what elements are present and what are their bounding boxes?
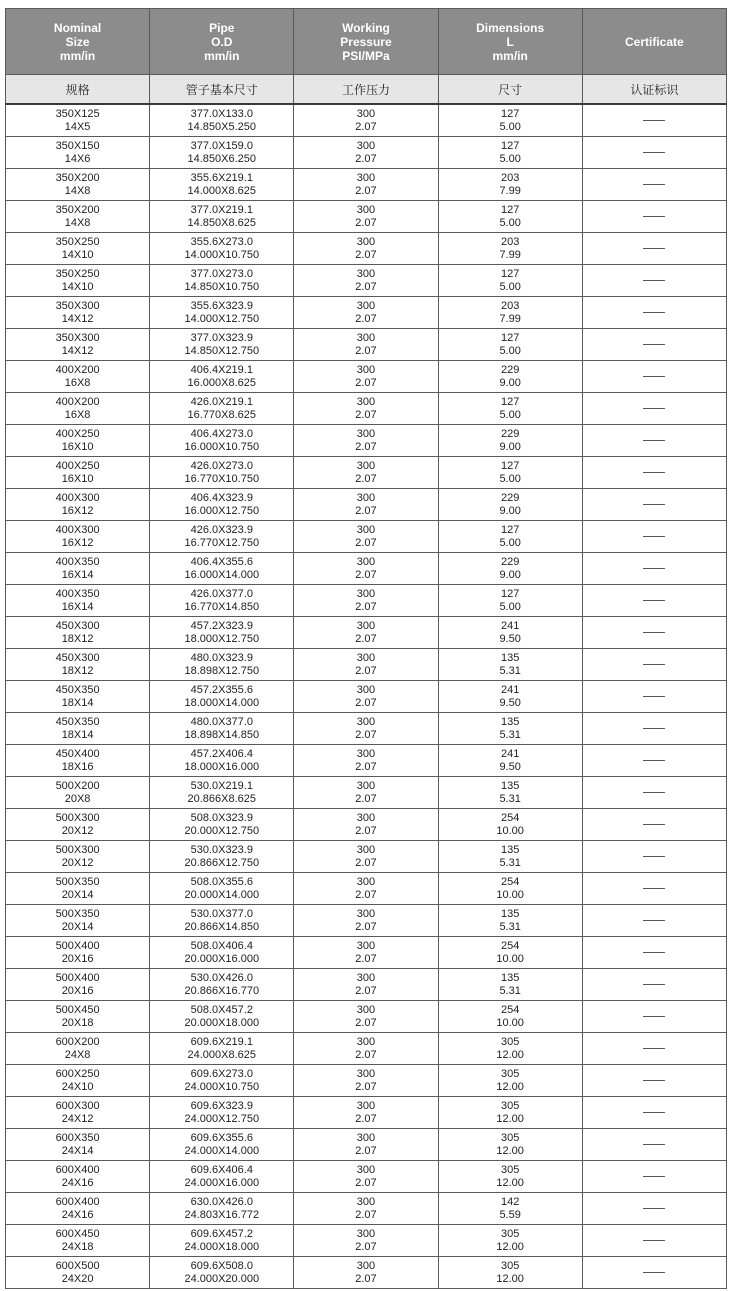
- empty-dash: [643, 536, 665, 537]
- working-pressure-cell: 300 2.07: [294, 137, 438, 169]
- working-pressure-cell: 300 2.07: [294, 521, 438, 553]
- empty-dash: [643, 696, 665, 697]
- empty-dash: [643, 952, 665, 953]
- working-pressure-cell: 300 2.07: [294, 1065, 438, 1097]
- certificate-cell: [582, 969, 726, 1001]
- header-certificate: Certificate: [582, 9, 726, 75]
- table-row: [6, 489, 727, 521]
- table-row: [6, 905, 727, 937]
- dimension-l-cell: 127 5.00: [438, 201, 582, 233]
- empty-dash: [643, 728, 665, 729]
- nominal-size-cell: 600X200 24X8: [6, 1033, 150, 1065]
- spec-table-container: [5, 8, 726, 1289]
- empty-dash: [643, 1144, 665, 1145]
- table-row: [6, 777, 727, 809]
- certificate-cell: [582, 1001, 726, 1033]
- table-row: [6, 1225, 727, 1257]
- pipe-od-cell: 530.0X323.9 20.866X12.750: [150, 841, 294, 873]
- header-working-pressure: Working Pressure PSI/MPa: [294, 9, 438, 75]
- working-pressure-cell: 300 2.07: [294, 1129, 438, 1161]
- certificate-cell: [582, 1225, 726, 1257]
- pipe-od-cell: 355.6X219.1 14.000X8.625: [150, 169, 294, 201]
- nominal-size-cell: 500X400 20X16: [6, 969, 150, 1001]
- dimension-l-cell: 229 9.00: [438, 425, 582, 457]
- certificate-cell: [582, 937, 726, 969]
- certificate-cell: [582, 489, 726, 521]
- table-row: [6, 617, 727, 649]
- empty-dash: [643, 312, 665, 313]
- table-row: [6, 265, 727, 297]
- dimension-l-cell: 254 10.00: [438, 1001, 582, 1033]
- nominal-size-cell: 400X350 16X14: [6, 553, 150, 585]
- certificate-cell: [582, 745, 726, 777]
- nominal-size-cell: 350X300 14X12: [6, 297, 150, 329]
- certificate-cell: [582, 1033, 726, 1065]
- empty-dash: [643, 1112, 665, 1113]
- dimension-l-cell: 241 9.50: [438, 681, 582, 713]
- certificate-cell: [582, 841, 726, 873]
- certificate-cell: [582, 1097, 726, 1129]
- table-row: [6, 1065, 727, 1097]
- nominal-size-cell: 400X300 16X12: [6, 521, 150, 553]
- dimension-l-cell: 135 5.31: [438, 777, 582, 809]
- dimension-l-cell: 305 12.00: [438, 1097, 582, 1129]
- nominal-size-cell: 450X300 18X12: [6, 617, 150, 649]
- nominal-size-cell: 600X250 24X10: [6, 1065, 150, 1097]
- table-row: [6, 1161, 727, 1193]
- working-pressure-cell: 300 2.07: [294, 649, 438, 681]
- nominal-size-cell: 600X500 24X20: [6, 1257, 150, 1289]
- pipe-od-cell: 406.4X219.1 16.000X8.625: [150, 361, 294, 393]
- working-pressure-cell: 300 2.07: [294, 553, 438, 585]
- dimension-l-cell: 305 12.00: [438, 1033, 582, 1065]
- empty-dash: [643, 1080, 665, 1081]
- certificate-cell: [582, 1193, 726, 1225]
- working-pressure-cell: 300 2.07: [294, 745, 438, 777]
- nominal-size-cell: 600X400 24X16: [6, 1193, 150, 1225]
- working-pressure-cell: 300 2.07: [294, 841, 438, 873]
- certificate-cell: [582, 649, 726, 681]
- nominal-size-cell: 350X200 14X8: [6, 169, 150, 201]
- nominal-size-cell: 450X300 18X12: [6, 649, 150, 681]
- table-row: [6, 745, 727, 777]
- nominal-size-cell: 350X150 14X6: [6, 137, 150, 169]
- nominal-size-cell: 600X300 24X12: [6, 1097, 150, 1129]
- pipe-od-cell: 609.6X355.6 24.000X14.000: [150, 1129, 294, 1161]
- certificate-cell: [582, 169, 726, 201]
- dimension-l-cell: 127 5.00: [438, 585, 582, 617]
- empty-dash: [643, 1176, 665, 1177]
- pipe-od-cell: 377.0X159.0 14.850X6.250: [150, 137, 294, 169]
- certificate-cell: [582, 905, 726, 937]
- certificate-cell: [582, 617, 726, 649]
- pipe-od-cell: 508.0X457.2 20.000X18.000: [150, 1001, 294, 1033]
- empty-dash: [643, 120, 665, 121]
- certificate-cell: [582, 137, 726, 169]
- table-row: [6, 1257, 727, 1289]
- pipe-od-cell: 426.0X219.1 16.770X8.625: [150, 393, 294, 425]
- table-row: [6, 329, 727, 361]
- empty-dash: [643, 568, 665, 569]
- subheader-certificate: 认证标识: [582, 75, 726, 105]
- nominal-size-cell: 500X400 20X16: [6, 937, 150, 969]
- working-pressure-cell: 300 2.07: [294, 777, 438, 809]
- pipe-od-cell: 377.0X273.0 14.850X10.750: [150, 265, 294, 297]
- dimension-l-cell: 127 5.00: [438, 265, 582, 297]
- working-pressure-cell: 300 2.07: [294, 201, 438, 233]
- dimension-l-cell: 305 12.00: [438, 1161, 582, 1193]
- pipe-od-cell: 508.0X323.9 20.000X12.750: [150, 809, 294, 841]
- pipe-od-cell: 457.2X406.4 18.000X16.000: [150, 745, 294, 777]
- pipe-od-cell: 480.0X323.9 18.898X12.750: [150, 649, 294, 681]
- empty-dash: [643, 248, 665, 249]
- working-pressure-cell: 300 2.07: [294, 585, 438, 617]
- dimension-l-cell: 135 5.31: [438, 969, 582, 1001]
- nominal-size-cell: 500X200 20X8: [6, 777, 150, 809]
- certificate-cell: [582, 873, 726, 905]
- working-pressure-cell: 300 2.07: [294, 297, 438, 329]
- working-pressure-cell: 300 2.07: [294, 265, 438, 297]
- certificate-cell: [582, 233, 726, 265]
- nominal-size-cell: 450X400 18X16: [6, 745, 150, 777]
- nominal-size-cell: 350X300 14X12: [6, 329, 150, 361]
- certificate-cell: [582, 1257, 726, 1289]
- table-row: [6, 553, 727, 585]
- pipe-od-cell: 457.2X323.9 18.000X12.750: [150, 617, 294, 649]
- dimension-l-cell: 135 5.31: [438, 905, 582, 937]
- nominal-size-cell: 600X350 24X14: [6, 1129, 150, 1161]
- nominal-size-cell: 600X450 24X18: [6, 1225, 150, 1257]
- pipe-od-cell: 609.6X457.2 24.000X18.000: [150, 1225, 294, 1257]
- dimension-l-cell: 229 9.00: [438, 553, 582, 585]
- table-row: [6, 521, 727, 553]
- certificate-cell: [582, 1161, 726, 1193]
- pipe-od-cell: 377.0X219.1 14.850X8.625: [150, 201, 294, 233]
- empty-dash: [643, 408, 665, 409]
- spec-table: [5, 8, 727, 1289]
- certificate-cell: [582, 777, 726, 809]
- certificate-cell: [582, 297, 726, 329]
- nominal-size-cell: 500X300 20X12: [6, 809, 150, 841]
- dimension-l-cell: 203 7.99: [438, 297, 582, 329]
- dimension-l-cell: 127 5.00: [438, 104, 582, 137]
- nominal-size-cell: 600X400 24X16: [6, 1161, 150, 1193]
- working-pressure-cell: 300 2.07: [294, 713, 438, 745]
- certificate-cell: [582, 1065, 726, 1097]
- table-row: [6, 1193, 727, 1225]
- working-pressure-cell: 300 2.07: [294, 457, 438, 489]
- empty-dash: [643, 152, 665, 153]
- working-pressure-cell: 300 2.07: [294, 873, 438, 905]
- dimension-l-cell: 135 5.31: [438, 649, 582, 681]
- pipe-od-cell: 609.6X273.0 24.000X10.750: [150, 1065, 294, 1097]
- pipe-od-cell: 609.6X508.0 24.000X20.000: [150, 1257, 294, 1289]
- table-row: [6, 361, 727, 393]
- working-pressure-cell: 300 2.07: [294, 1225, 438, 1257]
- certificate-cell: [582, 201, 726, 233]
- working-pressure-cell: 300 2.07: [294, 361, 438, 393]
- certificate-cell: [582, 329, 726, 361]
- nominal-size-cell: 350X125 14X5: [6, 104, 150, 137]
- table-row: [6, 457, 727, 489]
- certificate-cell: [582, 713, 726, 745]
- working-pressure-cell: 300 2.07: [294, 169, 438, 201]
- empty-dash: [643, 984, 665, 985]
- certificate-cell: [582, 681, 726, 713]
- nominal-size-cell: 450X350 18X14: [6, 713, 150, 745]
- dimension-l-cell: 241 9.50: [438, 745, 582, 777]
- working-pressure-cell: 300 2.07: [294, 1097, 438, 1129]
- working-pressure-cell: 300 2.07: [294, 1257, 438, 1289]
- pipe-od-cell: 355.6X273.0 14.000X10.750: [150, 233, 294, 265]
- nominal-size-cell: 500X300 20X12: [6, 841, 150, 873]
- nominal-size-cell: 500X350 20X14: [6, 873, 150, 905]
- nominal-size-cell: 500X450 20X18: [6, 1001, 150, 1033]
- certificate-cell: [582, 457, 726, 489]
- subheader-pressure: 工作压力: [294, 75, 438, 105]
- working-pressure-cell: 300 2.07: [294, 1001, 438, 1033]
- empty-dash: [643, 376, 665, 377]
- dimension-l-cell: 127 5.00: [438, 329, 582, 361]
- table-header: [6, 9, 727, 105]
- nominal-size-cell: 350X250 14X10: [6, 265, 150, 297]
- dimension-l-cell: 203 7.99: [438, 233, 582, 265]
- nominal-size-cell: 400X300 16X12: [6, 489, 150, 521]
- working-pressure-cell: 300 2.07: [294, 969, 438, 1001]
- working-pressure-cell: 300 2.07: [294, 1161, 438, 1193]
- empty-dash: [643, 824, 665, 825]
- empty-dash: [643, 440, 665, 441]
- dimension-l-cell: 254 10.00: [438, 873, 582, 905]
- empty-dash: [643, 920, 665, 921]
- dimension-l-cell: 229 9.00: [438, 489, 582, 521]
- table-row: [6, 137, 727, 169]
- table-row: [6, 585, 727, 617]
- pipe-od-cell: 426.0X377.0 16.770X14.850: [150, 585, 294, 617]
- nominal-size-cell: 400X250 16X10: [6, 425, 150, 457]
- dimension-l-cell: 254 10.00: [438, 809, 582, 841]
- pipe-od-cell: 508.0X406.4 20.000X16.000: [150, 937, 294, 969]
- empty-dash: [643, 792, 665, 793]
- empty-dash: [643, 600, 665, 601]
- nominal-size-cell: 450X350 18X14: [6, 681, 150, 713]
- certificate-cell: [582, 809, 726, 841]
- pipe-od-cell: 530.0X377.0 20.866X14.850: [150, 905, 294, 937]
- working-pressure-cell: 300 2.07: [294, 233, 438, 265]
- table-row: [6, 169, 727, 201]
- table-row: [6, 713, 727, 745]
- pipe-od-cell: 530.0X426.0 20.866X16.770: [150, 969, 294, 1001]
- empty-dash: [643, 1016, 665, 1017]
- table-row: [6, 681, 727, 713]
- empty-dash: [643, 1048, 665, 1049]
- nominal-size-cell: 400X200 16X8: [6, 393, 150, 425]
- dimension-l-cell: 305 12.00: [438, 1065, 582, 1097]
- certificate-cell: [582, 553, 726, 585]
- empty-dash: [643, 888, 665, 889]
- working-pressure-cell: 300 2.07: [294, 937, 438, 969]
- dimension-l-cell: 127 5.00: [438, 393, 582, 425]
- pipe-od-cell: 530.0X219.1 20.866X8.625: [150, 777, 294, 809]
- working-pressure-cell: 300 2.07: [294, 329, 438, 361]
- table-row: [6, 841, 727, 873]
- table-row: [6, 873, 727, 905]
- pipe-od-cell: 377.0X323.9 14.850X12.750: [150, 329, 294, 361]
- nominal-size-cell: 350X250 14X10: [6, 233, 150, 265]
- header-row-english: [6, 9, 727, 75]
- dimension-l-cell: 135 5.31: [438, 713, 582, 745]
- table-row: [6, 1129, 727, 1161]
- dimension-l-cell: 229 9.00: [438, 361, 582, 393]
- pipe-od-cell: 406.4X355.6 16.000X14.000: [150, 553, 294, 585]
- certificate-cell: [582, 425, 726, 457]
- working-pressure-cell: 300 2.07: [294, 104, 438, 137]
- dimension-l-cell: 305 12.00: [438, 1129, 582, 1161]
- nominal-size-cell: 400X250 16X10: [6, 457, 150, 489]
- header-dimensions: Dimensions L mm/in: [438, 9, 582, 75]
- pipe-od-cell: 609.6X323.9 24.000X12.750: [150, 1097, 294, 1129]
- pipe-od-cell: 457.2X355.6 18.000X14.000: [150, 681, 294, 713]
- certificate-cell: [582, 265, 726, 297]
- dimension-l-cell: 305 12.00: [438, 1225, 582, 1257]
- certificate-cell: [582, 104, 726, 137]
- pipe-od-cell: 609.6X219.1 24.000X8.625: [150, 1033, 294, 1065]
- working-pressure-cell: 300 2.07: [294, 1193, 438, 1225]
- table-row: [6, 104, 727, 137]
- table-row: [6, 1097, 727, 1129]
- table-row: [6, 1001, 727, 1033]
- subheader-size: 规格: [6, 75, 150, 105]
- table-row: [6, 393, 727, 425]
- pipe-od-cell: 630.0X426.0 24.803X16.772: [150, 1193, 294, 1225]
- dimension-l-cell: 254 10.00: [438, 937, 582, 969]
- dimension-l-cell: 203 7.99: [438, 169, 582, 201]
- header-nominal-size: Nominal Size mm/in: [6, 9, 150, 75]
- pipe-od-cell: 406.4X323.9 16.000X12.750: [150, 489, 294, 521]
- empty-dash: [643, 344, 665, 345]
- table-row: [6, 297, 727, 329]
- empty-dash: [643, 1208, 665, 1209]
- empty-dash: [643, 1272, 665, 1273]
- working-pressure-cell: 300 2.07: [294, 1033, 438, 1065]
- empty-dash: [643, 632, 665, 633]
- empty-dash: [643, 216, 665, 217]
- working-pressure-cell: 300 2.07: [294, 425, 438, 457]
- table-row: [6, 649, 727, 681]
- table-row: [6, 233, 727, 265]
- empty-dash: [643, 280, 665, 281]
- empty-dash: [643, 504, 665, 505]
- certificate-cell: [582, 393, 726, 425]
- working-pressure-cell: 300 2.07: [294, 905, 438, 937]
- dimension-l-cell: 127 5.00: [438, 457, 582, 489]
- pipe-od-cell: 508.0X355.6 20.000X14.000: [150, 873, 294, 905]
- nominal-size-cell: 400X350 16X14: [6, 585, 150, 617]
- dimension-l-cell: 241 9.50: [438, 617, 582, 649]
- certificate-cell: [582, 521, 726, 553]
- dimension-l-cell: 305 12.00: [438, 1257, 582, 1289]
- header-pipe-od: Pipe O.D mm/in: [150, 9, 294, 75]
- empty-dash: [643, 1240, 665, 1241]
- dimension-l-cell: 135 5.31: [438, 841, 582, 873]
- table-row: [6, 969, 727, 1001]
- certificate-cell: [582, 585, 726, 617]
- working-pressure-cell: 300 2.07: [294, 489, 438, 521]
- table-row: [6, 809, 727, 841]
- pipe-od-cell: 480.0X377.0 18.898X14.850: [150, 713, 294, 745]
- working-pressure-cell: 300 2.07: [294, 393, 438, 425]
- pipe-od-cell: 609.6X406.4 24.000X16.000: [150, 1161, 294, 1193]
- nominal-size-cell: 350X200 14X8: [6, 201, 150, 233]
- empty-dash: [643, 856, 665, 857]
- pipe-od-cell: 426.0X323.9 16.770X12.750: [150, 521, 294, 553]
- header-row-chinese: [6, 75, 727, 105]
- pipe-od-cell: 377.0X133.0 14.850X5.250: [150, 104, 294, 137]
- table-body: [6, 104, 727, 1289]
- empty-dash: [643, 472, 665, 473]
- empty-dash: [643, 664, 665, 665]
- nominal-size-cell: 500X350 20X14: [6, 905, 150, 937]
- table-row: [6, 425, 727, 457]
- empty-dash: [643, 184, 665, 185]
- pipe-od-cell: 355.6X323.9 14.000X12.750: [150, 297, 294, 329]
- certificate-cell: [582, 1129, 726, 1161]
- dimension-l-cell: 127 5.00: [438, 521, 582, 553]
- nominal-size-cell: 400X200 16X8: [6, 361, 150, 393]
- dimension-l-cell: 127 5.00: [438, 137, 582, 169]
- certificate-cell: [582, 361, 726, 393]
- working-pressure-cell: 300 2.07: [294, 617, 438, 649]
- working-pressure-cell: 300 2.07: [294, 809, 438, 841]
- dimension-l-cell: 142 5.59: [438, 1193, 582, 1225]
- table-row: [6, 1033, 727, 1065]
- pipe-od-cell: 406.4X273.0 16.000X10.750: [150, 425, 294, 457]
- working-pressure-cell: 300 2.07: [294, 681, 438, 713]
- table-row: [6, 201, 727, 233]
- subheader-dimensions: 尺寸: [438, 75, 582, 105]
- pipe-od-cell: 426.0X273.0 16.770X10.750: [150, 457, 294, 489]
- empty-dash: [643, 760, 665, 761]
- table-row: [6, 937, 727, 969]
- subheader-pipe-od: 管子基本尺寸: [150, 75, 294, 105]
